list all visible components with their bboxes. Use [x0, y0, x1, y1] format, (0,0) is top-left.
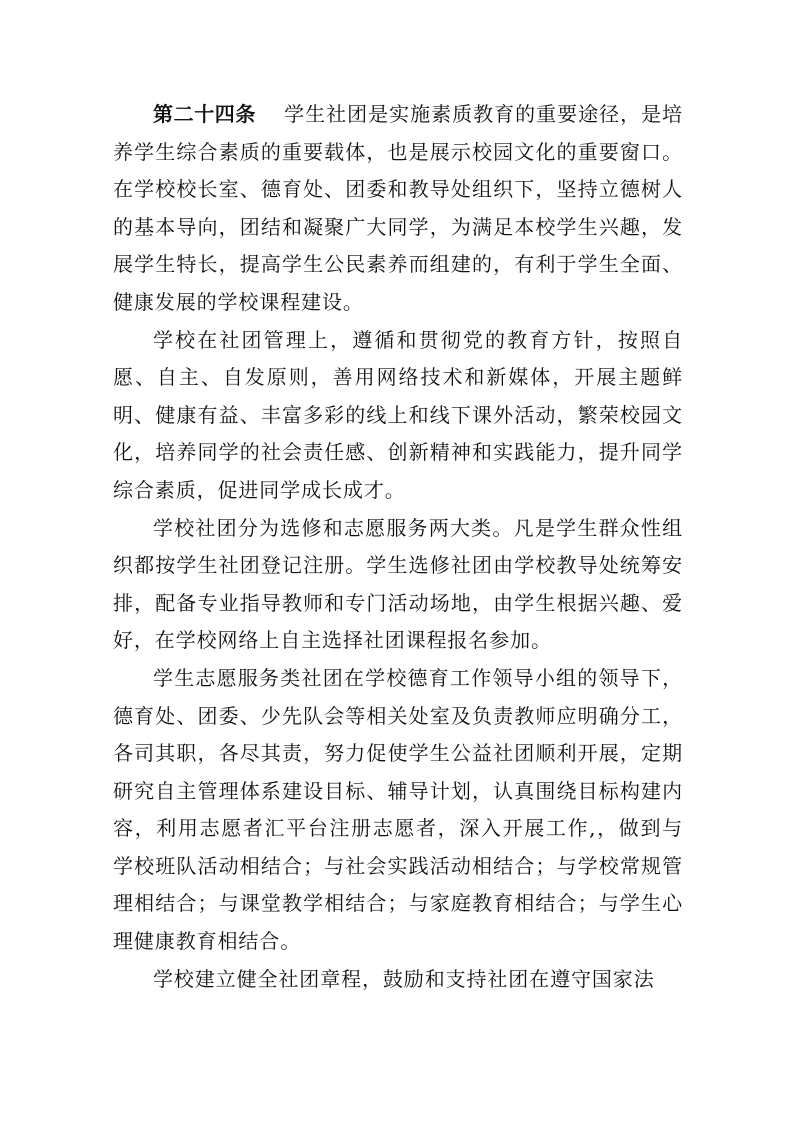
- article-paragraph-1: [113, 96, 683, 322]
- document-body: [113, 96, 683, 998]
- paragraph-4: 学生志愿服务类社团在学校德育工作领导小组的领导下，德育处、团委、少先队会等相关处室及负责教师应明确分工，各司其职，各尽其责，努力促使学生公益社团顺利开展，定期研究自主管理体系建设目标、辅导计划，认真围绕目标构建内容，利用志愿者汇平台注册志愿者，深入开展工作,，做到与学校班队活动相结合；与社会实践活动相结合；与学校常规管理相结合；与课堂教学相结合；与家庭教育相结合；与学生心理健康教育相结合。: [113, 665, 683, 954]
- paragraph-2: 学校在社团管理上，遵循和贯彻党的教育方针，按照自愿、自主、自发原则，善用网络技术和新媒体，开展主题鲜明、健康有益、丰富多彩的线上和线下课外活动，繁荣校园文化，培养同学的社会责任感、创新精神和实践能力，提升同学综合素质，促进同学成长成才。: [113, 327, 683, 502]
- paragraph-5: 学校建立健全社团章程，鼓励和支持社团在遵守国家法: [153, 966, 655, 991]
- article-number: 第二十四条: [153, 102, 256, 126]
- paragraph-3: 学校社团分为选修和志愿服务两大类。凡是学生群众性组织都按学生社团登记注册。学生选修社团由学校教导处统筹安排，配备专业指导教师和专门活动场地，由学生根据兴趣、爱好，在学校网络上自主选择社团课程报名参加。: [113, 515, 683, 653]
- paragraph-text-1: 学生社团是实施素质教育的重要途径，是培养学生综合素质的重要载体，也是展示校园文化的重要窗口。在学校校长室、德育处、团委和教导处组织下，坚持立德树人的基本导向，团结和凝聚广大同学，为满足本校学生兴趣，发展学生特长，提高学生公民素养而组建的，有利于学生全面、健康发展的学校课程建设。: [113, 102, 683, 314]
